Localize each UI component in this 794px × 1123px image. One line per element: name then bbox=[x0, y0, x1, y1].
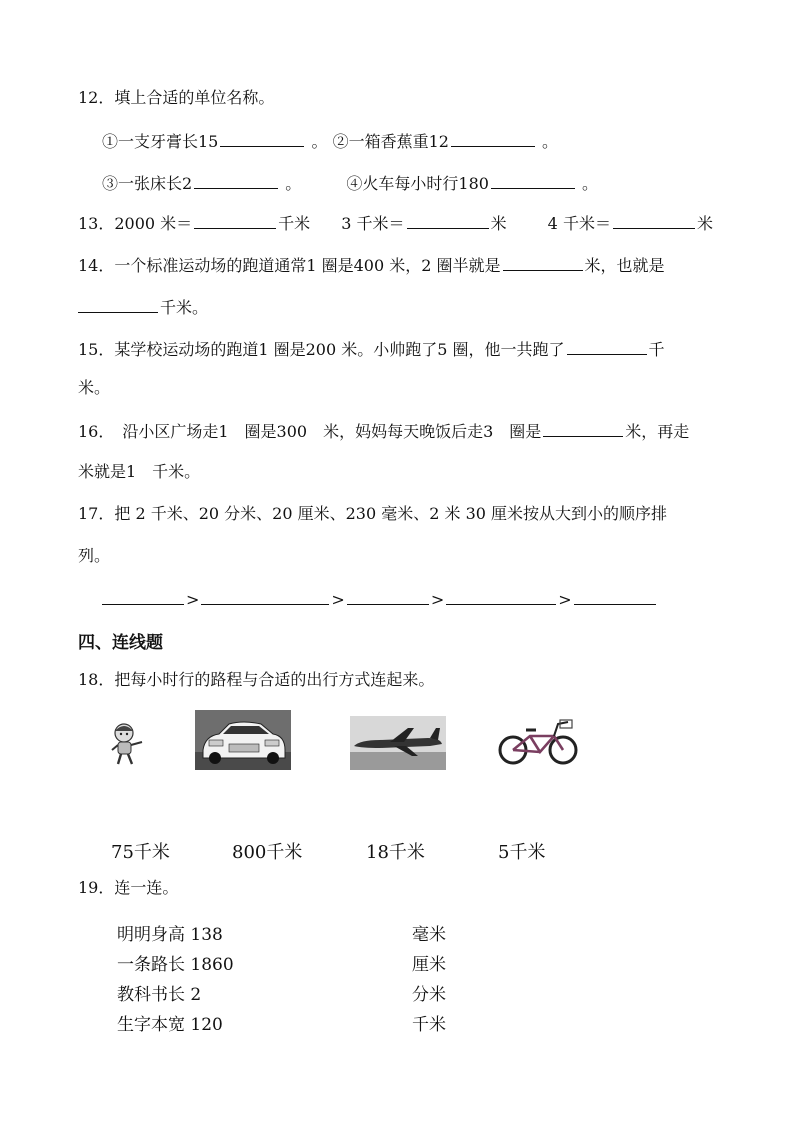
distance-label: 5千米 bbox=[498, 842, 546, 863]
car-icon bbox=[195, 710, 291, 770]
q13-unit-a: 千米 bbox=[278, 214, 311, 233]
q12-blank2[interactable] bbox=[451, 130, 535, 147]
match-right-item[interactable]: 分米 bbox=[412, 985, 446, 1005]
q12-item1-end: 。 bbox=[311, 132, 328, 151]
match-right-item[interactable]: 厘米 bbox=[412, 955, 446, 975]
q15-text-end: 千 bbox=[648, 340, 665, 359]
q12-blank4[interactable] bbox=[491, 172, 575, 189]
q14-blank1[interactable] bbox=[503, 254, 583, 271]
q16-line1 bbox=[78, 420, 689, 442]
match-left-item[interactable]: 教科书长 2 bbox=[117, 985, 202, 1005]
q16-text: 16． 沿小区广场走1 圈是300 米，妈妈每天晚饭后走3 圈是 bbox=[78, 422, 542, 441]
q16-line2: 米就是1 千米。 bbox=[78, 462, 201, 481]
q12-row1 bbox=[102, 130, 558, 152]
gt-sign: > bbox=[558, 590, 572, 609]
section-heading: 四、连线题 bbox=[78, 633, 163, 653]
match-left-item[interactable]: 一条路长 1860 bbox=[117, 955, 234, 975]
match-right-item[interactable]: 毫米 bbox=[412, 925, 446, 945]
q12-blank1[interactable] bbox=[220, 130, 304, 147]
q16-blank1[interactable] bbox=[543, 420, 623, 437]
q12-item1: ①一支牙膏长15 bbox=[102, 132, 219, 151]
q17-blank4[interactable] bbox=[446, 588, 556, 605]
q15-text: 15．某学校运动场的跑道1 圈是200 米。小帅跑了5 圈，他一共跑了 bbox=[78, 340, 565, 359]
q13 bbox=[78, 212, 713, 234]
q19-left-column bbox=[117, 920, 234, 1040]
q13-unit-c: 米 bbox=[696, 214, 713, 233]
q12-item3: ③一张床长2 bbox=[102, 174, 193, 193]
q15-line1 bbox=[78, 338, 665, 360]
q13-blank-a[interactable] bbox=[194, 212, 276, 229]
distance-label: 75千米 bbox=[111, 842, 170, 863]
gt-sign: > bbox=[331, 590, 345, 609]
q12-title: 12．填上合适的单位名称。 bbox=[78, 88, 275, 107]
q17-order-row bbox=[100, 588, 658, 610]
q17-blank2[interactable] bbox=[201, 588, 329, 605]
q18-title: 18．把每小时行的路程与合适的出行方式连起来。 bbox=[78, 670, 435, 689]
q14-line1 bbox=[78, 254, 665, 276]
q17-blank5[interactable] bbox=[574, 588, 656, 605]
walking-person-icon bbox=[106, 722, 150, 766]
q13-part-c: 4 千米＝ bbox=[547, 214, 611, 233]
q14-blank2[interactable] bbox=[78, 296, 158, 313]
q17-line2: 列。 bbox=[78, 546, 111, 565]
q12-blank3[interactable] bbox=[194, 172, 278, 189]
q13-part-b: 3 千米＝ bbox=[341, 214, 405, 233]
q12-item3-end: 。 bbox=[285, 174, 302, 193]
distance-label: 18千米 bbox=[366, 842, 425, 863]
gt-sign: > bbox=[430, 590, 445, 609]
q19-title: 19．连一连。 bbox=[78, 878, 179, 897]
match-right-item[interactable]: 千米 bbox=[412, 1015, 446, 1035]
q12-item4: ④火车每小时行180 bbox=[346, 174, 489, 193]
q12-row2 bbox=[102, 172, 598, 194]
q19-right-column bbox=[412, 920, 446, 1040]
q13-blank-c[interactable] bbox=[613, 212, 695, 229]
q14-text-end: 米，也就是 bbox=[584, 256, 665, 275]
q13-part-a: 13．2000 米＝ bbox=[78, 214, 193, 233]
q14-unit: 千米。 bbox=[160, 298, 209, 317]
q15-line2: 米。 bbox=[78, 378, 111, 397]
q14-text: 14．一个标准运动场的跑道通常1 圈是400 米，2 圈半就是 bbox=[78, 256, 501, 275]
match-left-item[interactable]: 生字本宽 120 bbox=[117, 1015, 223, 1035]
q17-blank3[interactable] bbox=[347, 588, 429, 605]
q16-text-end: 米，再走 bbox=[625, 422, 690, 441]
q15-blank[interactable] bbox=[567, 338, 647, 355]
airplane-icon bbox=[350, 716, 446, 770]
distance-label: 800千米 bbox=[232, 842, 303, 863]
bicycle-icon bbox=[496, 716, 580, 766]
gt-sign: > bbox=[186, 590, 200, 609]
q14-line2 bbox=[78, 296, 208, 318]
q17-line1: 17．把 2 千米、20 分米、20 厘米、230 毫米、2 米 30 厘米按从大到小的顺序排 bbox=[78, 504, 668, 523]
q17-blank1[interactable] bbox=[102, 588, 184, 605]
q13-unit-b: 米 bbox=[490, 214, 507, 233]
q12-item4-end: 。 bbox=[582, 174, 599, 193]
match-left-item[interactable]: 明明身高 138 bbox=[117, 925, 223, 945]
q12-item2: ②一箱香蕉重12 bbox=[332, 132, 449, 151]
q13-blank-b[interactable] bbox=[407, 212, 489, 229]
q12-item2-end: 。 bbox=[542, 132, 559, 151]
